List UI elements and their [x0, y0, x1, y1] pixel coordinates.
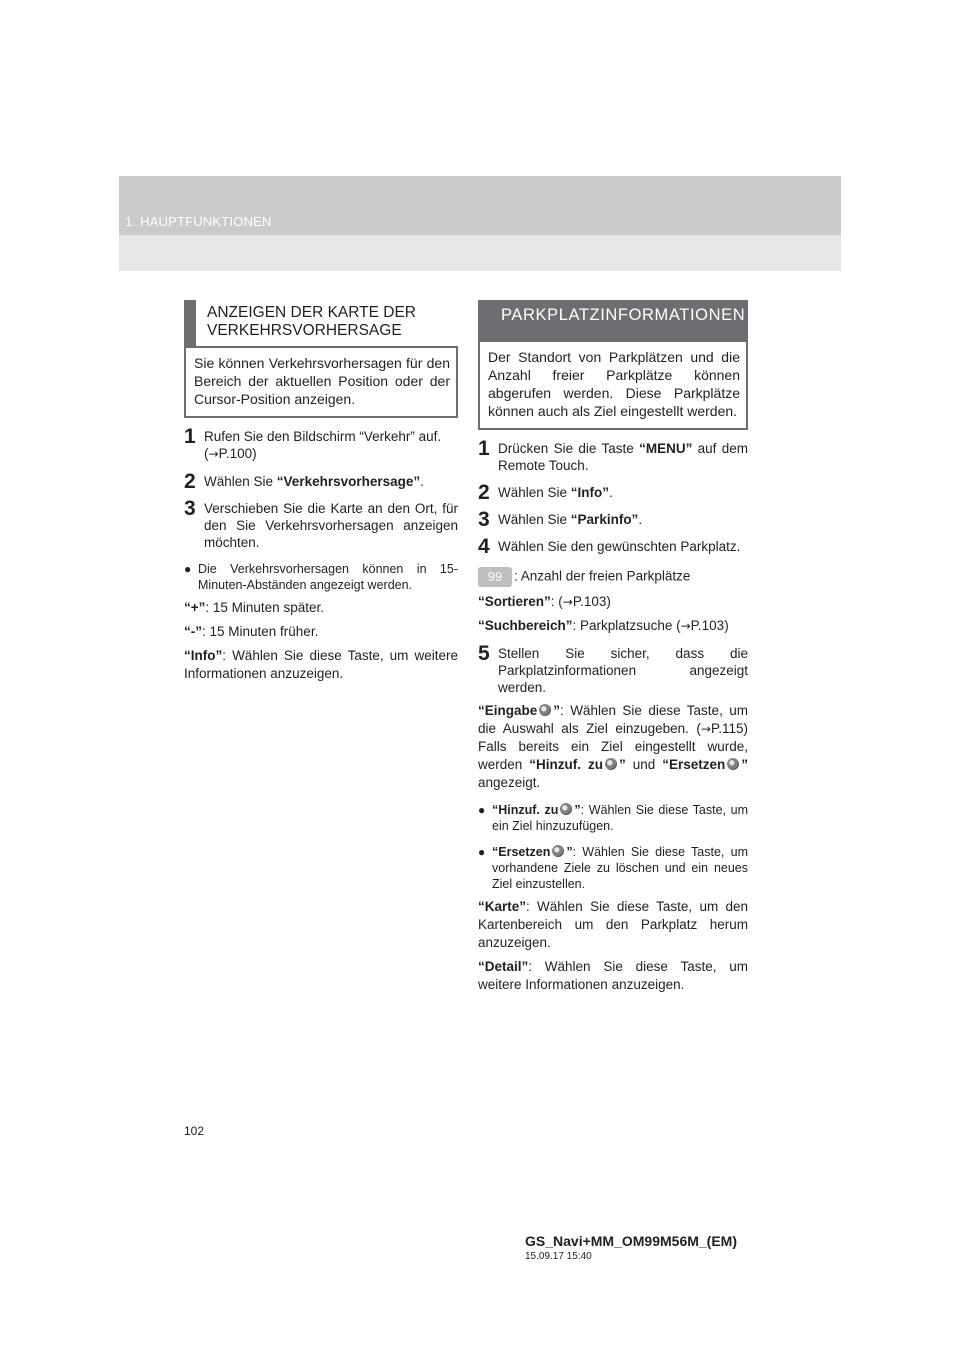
page-reference[interactable]: P.103 [690, 618, 725, 633]
step-text: Wählen Sie den gewünschten Parkplatz. [498, 539, 741, 554]
step-number: 3 [478, 508, 490, 531]
step-number: 1 [478, 437, 490, 460]
step-text: Drücken Sie die Taste “MENU” auf dem Remote Touch. [498, 441, 749, 473]
bullet-ersetzen: ● “Ersetzen ”: Wählen Sie diese Taste, um vorhandene Ziele zu löschen und ein neues Ziel einzustellen. [478, 845, 748, 891]
bullet-icon: ● [478, 803, 486, 817]
section-intro-traffic-forecast: Sie können Verkehrsvorhersagen für den Bereich der aktuellen Position oder der Cursor-Position anzeigen. [184, 348, 458, 418]
step-number: 2 [478, 481, 490, 504]
footer [525, 1233, 737, 1262]
step-text: Wählen Sie “Info”. [498, 485, 613, 500]
section-intro-parking: Der Standort von Parkplätzen und die Anzahl freier Parkplätze können abgerufen werden. Diese Parkplätze können auch als Ziel eingestellt werden. [478, 342, 748, 430]
step-text: Wählen Sie “Parkinfo”. [498, 512, 643, 527]
reference-arrow-icon: → [700, 722, 711, 736]
page-reference[interactable]: P.115 [710, 721, 744, 736]
step-1 [184, 425, 458, 463]
left-column [184, 300, 458, 683]
minus-description: “-”: 15 Minuten früher. [184, 624, 319, 639]
right-column [478, 300, 748, 994]
info-description: “Info”: Wählen Sie diese Taste, um weitere Informationen anzuzeigen. [184, 648, 458, 681]
page-number: 102 [184, 1124, 205, 1138]
remote-dial-icon [605, 758, 617, 770]
reference-arrow-icon: → [562, 595, 573, 609]
document-code: GS_Navi+MM_OM99M56M_(EM) [525, 1233, 738, 1249]
step-4 [478, 535, 748, 558]
free-spaces-description: 99 : Anzahl der freien Parkplätze [478, 567, 748, 587]
step-2 [478, 481, 748, 504]
chapter-title: 1. HAUPTFUNKTIONEN [125, 214, 272, 229]
step-number: 2 [184, 470, 196, 493]
plus-description: “+”: 15 Minuten später. [184, 600, 324, 615]
header-band [119, 176, 841, 271]
bullet-note: ● Die Verkehrsvorhersagen können in 15-Minuten-Abständen angezeigt werden. [184, 562, 458, 592]
detail-description: “Detail”: Wählen Sie diese Taste, um weitere Informationen anzuzeigen. [478, 959, 748, 992]
remote-dial-icon [560, 803, 572, 815]
page-reference[interactable]: P.100 [218, 446, 253, 461]
reference-arrow-icon: → [680, 619, 691, 633]
section-heading-parking: PARKPLATZINFORMATIONEN [478, 300, 748, 342]
step-1 [478, 437, 749, 474]
step-text: Wählen Sie “Verkehrsvorhersage”. [204, 474, 424, 489]
header-strip [119, 176, 841, 235]
karte-description: “Karte”: Wählen Sie diese Taste, um den Kartenbereich um den Parkplatz herum anzuzeigen. [478, 899, 748, 950]
suchbereich-description: “Suchbereich”: Parkplatzsuche (→P.103) [478, 618, 729, 633]
bullet-icon: ● [184, 562, 192, 576]
eingabe-description: “Eingabe ”: Wählen Sie diese Taste, um die Auswahl als Ziel einzugeben. (→P.115) Falls bereits ein Ziel eingestellt wurde, werden “Hinzuf. zu ” und “Ersetzen ” angezeigt. [478, 703, 748, 790]
step-number: 1 [184, 425, 196, 448]
print-timestamp: 15.09.17 15:40 [525, 1251, 592, 1262]
step-3 [184, 497, 458, 551]
remote-dial-icon [727, 758, 739, 770]
free-spaces-badge: 99 [478, 567, 512, 587]
step-text: Verschieben Sie die Karte an den Ort, für den Sie Verkehrsvorhersagen anzeigen möchten. [204, 501, 458, 550]
step-3 [478, 508, 748, 531]
remote-dial-icon [552, 845, 564, 857]
section-heading-traffic-forecast: ANZEIGEN DER KARTE DER VERKEHRSVORHERSAGE [184, 300, 458, 348]
remote-dial-icon [539, 704, 551, 716]
reference-arrow-icon: → [208, 447, 219, 461]
step-text: Rufen Sie den Bildschirm “Verkehr” auf. (→P.100) [204, 429, 442, 461]
step-number: 4 [478, 535, 490, 558]
step-number: 5 [478, 642, 490, 665]
step-5 [478, 642, 748, 696]
step-number: 3 [184, 497, 196, 520]
bullet-hinzuf: ● “Hinzuf. zu ”: Wählen Sie diese Taste, um ein Ziel hinzuzufügen. [478, 803, 748, 833]
page-reference[interactable]: P.103 [572, 594, 607, 609]
step-2 [184, 470, 458, 493]
sortieren-description: “Sortieren”: (→P.103) [478, 594, 611, 609]
bullet-icon: ● [478, 845, 486, 859]
step-text: Stellen Sie sicher, dass die Parkplatzinformationen angezeigt werden. [498, 646, 748, 695]
